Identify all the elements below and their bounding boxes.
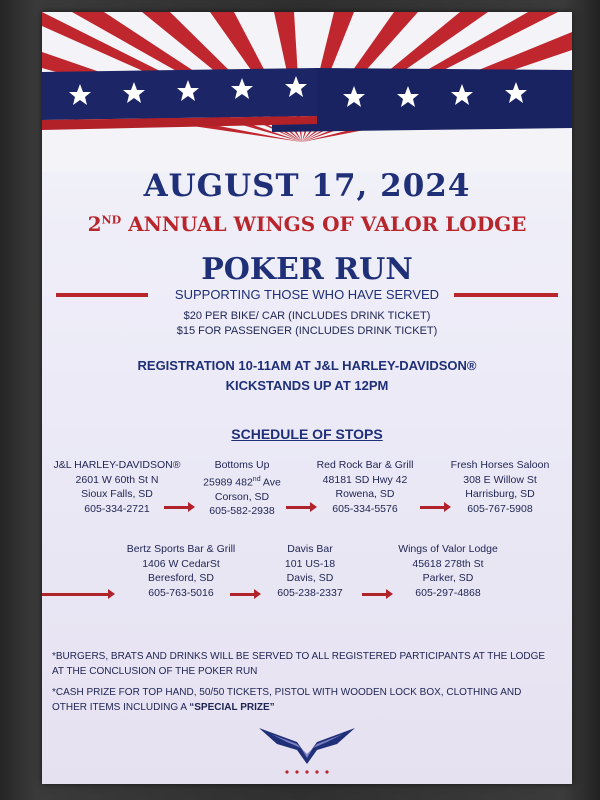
event-poster (42, 12, 572, 784)
stop-6: Davis Bar 101 US-18 Davis, SD 605-238-2337 (277, 543, 343, 599)
event-date: AUGUST 17, 2024 (143, 168, 471, 204)
schedule-title: SCHEDULE OF STOPS (231, 426, 383, 442)
tagline: SUPPORTING THOSE WHO HAVE SERVED (174, 287, 440, 302)
route-arrow (230, 593, 256, 596)
route-arrow (362, 593, 388, 596)
food-note: *BURGERS, BRATS AND DRINKS WILL BE SERVED TO ALL REGISTERED PARTICIPANTS AT THE LODGE AT THE CONCLUSION OF THE POKER RUN (52, 651, 546, 677)
stop-1: J&L HARLEY-DAVIDSON® 2601 W 60th St N Sioux Falls, SD 605-334-2721 (53, 459, 181, 515)
route-arrow (420, 506, 446, 509)
prize-note: *CASH PRIZE FOR TOP HAND, 50/50 TICKETS, PISTOL WITH WOODEN LOCK BOX, CLOTHING AND OTHER ITEMS INCLUDING A “SPECIAL PRIZE” (52, 687, 522, 713)
event-subtitle: 2ND ANNUAL WINGS OF VALOR LODGE (87, 212, 527, 236)
stop-5: Bertz Sports Bar & Grill 1406 W CedarSt Beresford, SD 605-763-5016 (126, 543, 236, 599)
stop-2: Bottoms Up 25989 482nd Ave Corson, SD 605-582-2938 (203, 459, 281, 517)
flag-header-graphic (42, 12, 572, 172)
registration-info: REGISTRATION 10-11AM AT J&L HARLEY-DAVIDSON® (137, 358, 477, 373)
price-passenger: $15 FOR PASSENGER (INCLUDES DRINK TICKET) (176, 325, 438, 337)
stop-3: Red Rock Bar & Grill 48181 SD Hwy 42 Rowena, SD 605-334-5576 (316, 459, 414, 515)
route-arrow (286, 506, 312, 509)
event-title: POKER RUN (201, 252, 413, 287)
route-arrow (42, 593, 110, 596)
wings-logo-icon (257, 720, 357, 778)
price-bike: $20 PER BIKE/ CAR (INCLUDES DRINK TICKET) (183, 310, 431, 322)
route-arrow (164, 506, 190, 509)
stop-4: Fresh Horses Saloon 308 E Willow St Harrisburg, SD 605-767-5908 (450, 459, 550, 515)
kickstands-time: KICKSTANDS UP AT 12PM (225, 378, 389, 393)
stop-7: Wings of Valor Lodge 45618 278th St Parker, SD 605-297-4868 (398, 543, 498, 599)
